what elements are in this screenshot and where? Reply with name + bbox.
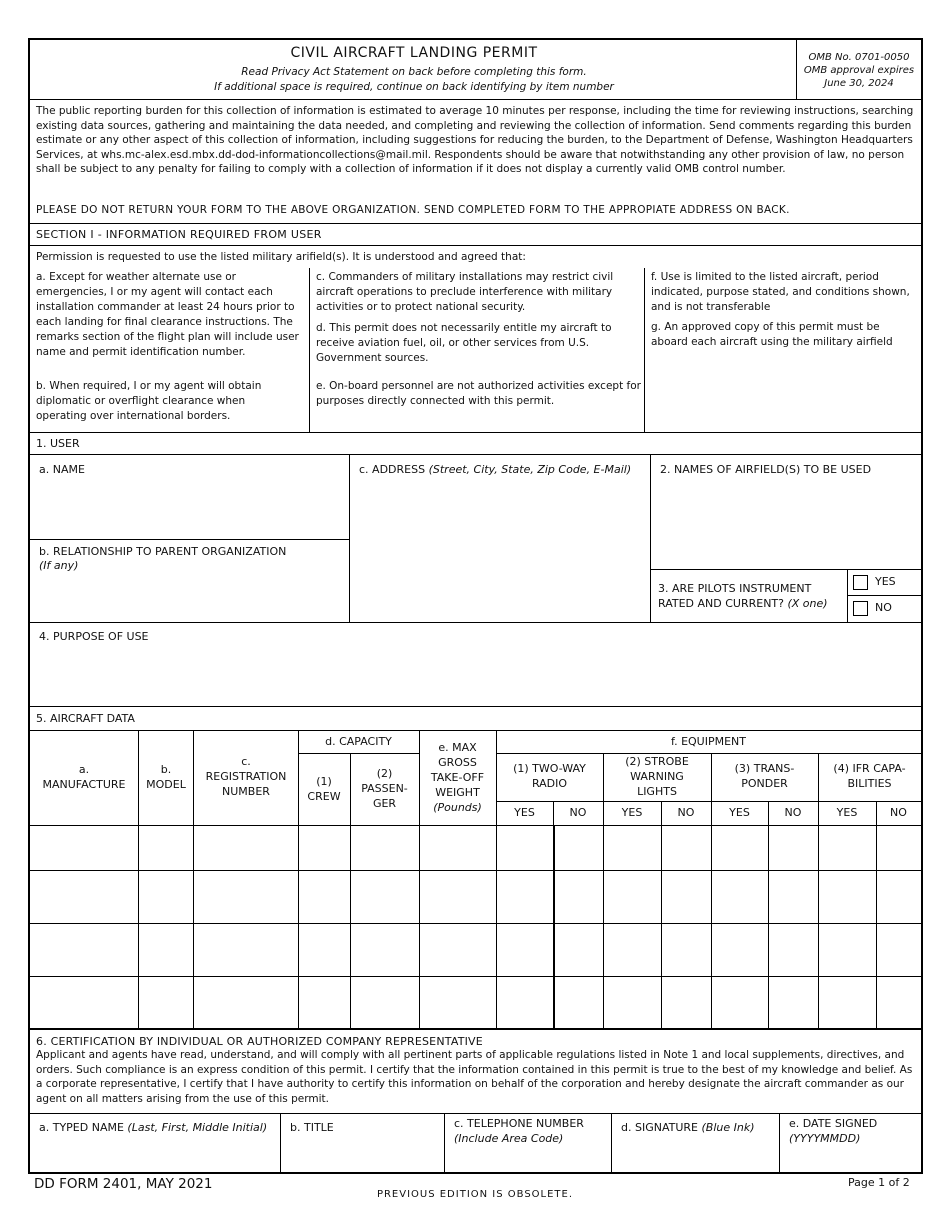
agreement-intro: Permission is requested to use the listed military arifield(s). It is understood and agreed that: xyxy=(36,251,526,263)
col-crew: CREW xyxy=(307,790,341,803)
form-title: CIVIL AIRCRAFT LANDING PERMIT xyxy=(290,45,538,61)
col-weight-unit: (Pounds) xyxy=(433,801,482,814)
eq-strobe-yes: YES xyxy=(621,806,643,819)
typed-name-input[interactable] xyxy=(38,1140,274,1168)
pilots-no-checkbox[interactable] xyxy=(853,601,868,616)
col-eq-transponder-2: PONDER xyxy=(741,777,788,790)
form-id: DD FORM 2401, MAY 2021 xyxy=(34,1176,213,1192)
col-eq-ifr-1: (4) IFR CAPA- xyxy=(833,762,906,775)
col-registration-letter: c. xyxy=(241,755,251,768)
form-header xyxy=(30,40,921,100)
term-b: b. When required, I or my agent will obtain diplomatic or overflight clearance when operating over international borders. xyxy=(36,380,262,422)
relationship-hint: (If any) xyxy=(39,559,79,572)
airfields-input[interactable] xyxy=(659,481,915,565)
col-model: MODEL xyxy=(146,778,186,791)
address-hint: (Street, City, State, Zip Code, E-Mail) xyxy=(428,463,632,476)
col-eq-strobe-2: WARNING xyxy=(630,770,684,783)
name-input[interactable] xyxy=(38,481,338,531)
col-weight-2: GROSS xyxy=(438,756,477,769)
pilots-yes-checkbox[interactable] xyxy=(853,575,868,590)
address-label: c. ADDRESS (Street, City, State, Zip Code, E-Mail) xyxy=(359,463,632,476)
col-manufacture: MANUFACTURE xyxy=(42,778,126,791)
table-row[interactable] xyxy=(30,826,921,871)
col-registration-1: REGISTRATION xyxy=(205,770,287,783)
eq-radio-no: NO xyxy=(569,806,587,819)
burden-text: The public reporting burden for this collection of information is estimated to average 10 minutes per response, including the time for reviewing instructions, searching existing data sources, gathering and maintaining the data needed, and completing and reviewing the collection of information. Send comments regarding this burden estimate or any other aspect of this collection of information, including suggestions for reducing the burden, to the Department of Defense, Washington Headquarters Services, at whs.mc-alex.esd.mbx.dd-dod-informationcollections@mail.mil. Respondents should be aware that notwithstanding any other provision of law, no person shall be subject to any penalty for failing to comply with a collection of information if it does not display a currently valid OMB control number. xyxy=(36,105,914,176)
date-signed-hint: (YYYYMMDD) xyxy=(789,1132,861,1145)
col-eq-radio-1: (1) TWO-WAY xyxy=(513,762,586,775)
airfields-label: 2. NAMES OF AIRFIELD(S) TO BE USED xyxy=(660,463,872,476)
form-subtitle-2: If additional space is required, continue on back identifying by item number xyxy=(214,81,614,93)
col-weight-3: TAKE-OFF xyxy=(430,771,485,784)
purpose-block xyxy=(30,623,921,707)
signature-label: d. SIGNATURE (Blue Ink) xyxy=(621,1121,755,1134)
date-signed-label: e. DATE SIGNED xyxy=(789,1117,878,1130)
certification-text: Applicant and agents have read, understand, and will comply with all pertinent parts of applicable regulations listed in Note 1 and local supplements, directives, and orders. Such compliance is an express condition of this permit. I certify that the information contained in this permit is true to the best of my knowledge and belief. As a corporate representative, I certify that I have authority to certify this information on behalf of the corporation and hereby designate the aircraft commander as our agent on all matters arising from the use of this permit. xyxy=(36,1049,913,1105)
table-row[interactable] xyxy=(30,924,921,977)
eq-transponder-yes: YES xyxy=(729,806,750,819)
signature-row xyxy=(30,1114,921,1172)
eq-ifr-yes: YES xyxy=(836,806,858,819)
term-f: f. Use is limited to the listed aircraft, period indicated, purpose stated, and conditions shown, and is not transferable xyxy=(651,271,910,313)
purpose-input[interactable] xyxy=(38,647,908,701)
title-input[interactable] xyxy=(288,1140,438,1168)
col-crew-num: (1) xyxy=(316,775,332,788)
form-subtitle-1: Read Privacy Act Statement on back before completing this form. xyxy=(241,66,587,78)
page-number: Page 1 of 2 xyxy=(848,1176,910,1189)
col-eq-radio-2: RADIO xyxy=(531,777,568,790)
term-c: c. Commanders of military installations may restrict civil aircraft operations to preclude interference with military activities or to protect national security. xyxy=(316,271,614,313)
col-model-letter: b. xyxy=(160,763,172,776)
aircraft-section-header xyxy=(30,707,921,731)
term-g: g. An approved copy of this permit must be aboard each aircraft using the military airfield xyxy=(651,321,893,348)
relationship-label: b. RELATIONSHIP TO PARENT ORGANIZATION xyxy=(39,545,287,558)
pilots-rated-hint: (X one) xyxy=(787,597,828,610)
purpose-label: 4. PURPOSE OF USE xyxy=(39,630,149,643)
col-passenger-1: PASSEN- xyxy=(361,782,408,795)
col-passenger-num: (2) xyxy=(376,767,393,780)
pilots-no-label: NO xyxy=(875,601,892,614)
certification-title: 6. CERTIFICATION BY INDIVIDUAL OR AUTHORIZED COMPANY REPRESENTATIVE xyxy=(36,1035,483,1048)
aircraft-table-header xyxy=(30,731,921,826)
col-eq-transponder-1: (3) TRANS- xyxy=(734,762,795,775)
aircraft-section-title: 5. AIRCRAFT DATA xyxy=(36,712,135,725)
title-label: b. TITLE xyxy=(290,1121,334,1134)
eq-strobe-no: NO xyxy=(677,806,695,819)
eq-radio-yes: YES xyxy=(514,806,535,819)
obsolete-notice: PREVIOUS EDITION IS OBSOLETE. xyxy=(376,1189,574,1200)
col-eq-strobe-3: LIGHTS xyxy=(637,785,677,798)
col-capacity: d. CAPACITY xyxy=(325,735,392,748)
table-row[interactable] xyxy=(30,977,921,1030)
typed-name-hint: (Last, First, Middle Initial) xyxy=(127,1121,268,1134)
col-weight-1: e. MAX xyxy=(438,741,477,754)
telephone-hint: (Include Area Code) xyxy=(454,1132,564,1145)
name-label: a. NAME xyxy=(39,463,85,476)
col-weight-4: WEIGHT xyxy=(435,786,480,799)
col-eq-strobe-1: (2) STROBE xyxy=(625,755,689,768)
pilots-rated-label-2: RATED AND CURRENT? (X one) xyxy=(658,597,828,610)
date-signed-input[interactable] xyxy=(787,1148,915,1170)
pilots-yes-label: YES xyxy=(875,575,896,588)
telephone-label: c. TELEPHONE NUMBER xyxy=(454,1117,584,1130)
burden-statement xyxy=(30,100,921,224)
agreement-terms xyxy=(30,246,921,433)
eq-ifr-no: NO xyxy=(890,806,907,819)
table-row[interactable] xyxy=(30,871,921,924)
omb-expiration-date: June 30, 2024 xyxy=(824,78,894,89)
section-1-title: SECTION I - INFORMATION REQUIRED FROM USER xyxy=(36,228,322,241)
return-notice: PLEASE DO NOT RETURN YOUR FORM TO THE ABOVE ORGANIZATION. SEND COMPLETED FORM TO THE APPROPIATE ADDRESS ON BACK. xyxy=(36,204,790,216)
typed-name-label: a. TYPED NAME (Last, First, Middle Initial) xyxy=(39,1121,268,1134)
signature-hint: (Blue Ink) xyxy=(701,1121,755,1134)
term-e: e. On-board personnel are not authorized activities except for purposes directly connected with this permit. xyxy=(316,380,641,407)
address-input[interactable] xyxy=(358,481,644,617)
col-eq-ifr-2: BILITIES xyxy=(847,777,892,790)
user-section-header xyxy=(30,433,921,455)
omb-expires-label: OMB approval expires xyxy=(803,65,915,76)
user-block xyxy=(30,455,921,623)
permit-form xyxy=(28,38,923,1174)
section-1-header xyxy=(30,224,921,246)
certification-block xyxy=(30,1030,921,1114)
eq-transponder-no: NO xyxy=(784,806,802,819)
user-section-title: 1. USER xyxy=(36,437,80,450)
relationship-input[interactable] xyxy=(38,577,338,617)
term-a: a. Except for weather alternate use or emergencies, I or my agent will contact each installation commander at least 24 hours prior to each landing for final clearance instructions. The remarks section of the flight plan will include user name and permit identification number. xyxy=(36,271,299,358)
pilots-rated-label-1: 3. ARE PILOTS INSTRUMENT xyxy=(658,582,812,595)
term-d: d. This permit does not necessarily entitle my aircraft to receive aviation fuel, oil, or other services from U.S. Government sources. xyxy=(316,322,612,364)
col-manufacture-letter: a. xyxy=(78,763,90,776)
omb-number: OMB No. 0701-0050 xyxy=(808,52,910,63)
col-passenger-2: GER xyxy=(372,797,397,810)
col-registration-2: NUMBER xyxy=(222,785,270,798)
signature-input[interactable] xyxy=(619,1140,773,1168)
telephone-input[interactable] xyxy=(452,1148,606,1170)
col-equipment: f. EQUIPMENT xyxy=(671,735,746,748)
